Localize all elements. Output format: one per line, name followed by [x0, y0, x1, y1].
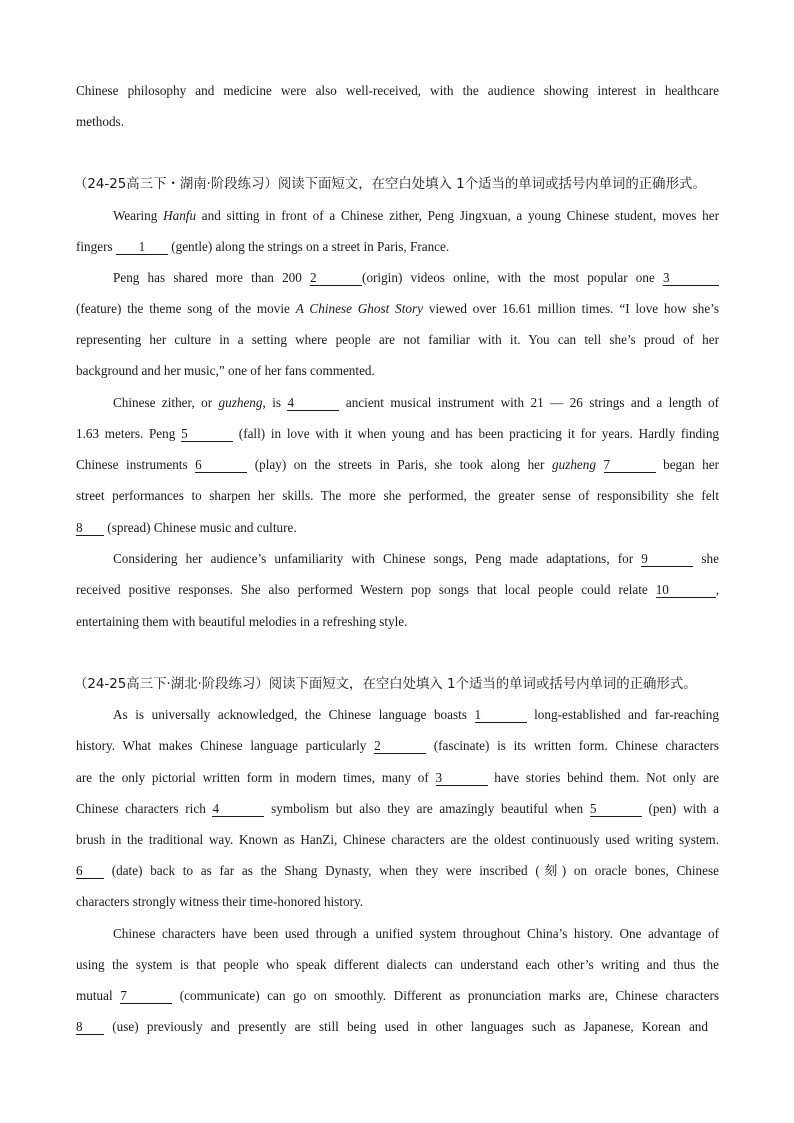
passage2-header: （24-25高三下·湖北·阶段练习）阅读下面短文，在空白处填入 1个适当的单词或括号内单词的正确形式。 [74, 677, 697, 692]
blank-2-5[interactable]: 5 [590, 801, 642, 817]
p1-para1-line2: fingers 1 (gentle) along the strings on a street in Paris, France. [76, 239, 450, 254]
blank-2-1[interactable]: 1 [475, 707, 527, 723]
blank-5[interactable]: 5 [181, 426, 233, 442]
p2-para1-line1: As is universally acknowledged, the Chinese language boasts 1 long-established and far-reaching [113, 707, 719, 722]
p1-para2-line4: background and her music,” one of her fans commented. [76, 363, 375, 378]
p1-para3-line1: Chinese zither, or guzheng, is 4 ancient musical instrument with 21 — 26 strings and a length of [113, 395, 719, 410]
p2-para1-line2: history. What makes Chinese language particularly 2 (fascinate) is its written form. Chinese characters [76, 738, 719, 753]
blank-3[interactable]: 3 [663, 270, 719, 286]
blank-8[interactable]: 8 [76, 520, 104, 536]
blank-1[interactable]: 1 [116, 239, 168, 255]
p2-para2-line1: Chinese characters have been used through a unified system throughout China’s history. One advantage of [113, 926, 719, 941]
p1-para3-line3: Chinese instruments 6 (play) on the streets in Paris, she took along her guzheng 7 began her [76, 457, 720, 472]
p1-para2-line3: representing her culture in a setting where people are not familiar with it. You can tell she’s proud of her [76, 332, 719, 347]
blank-2-3[interactable]: 3 [436, 770, 488, 786]
intro-line-1: Chinese philosophy and medicine were also well-received, with the audience showing interest in healthcare [76, 83, 719, 98]
p2-para1-line6: 6 (date) back to as far as the Shang Dynasty, when they were inscribed (刻) on oracle bones, Chinese [76, 863, 719, 878]
blank-7[interactable]: 7 [604, 457, 656, 473]
blank-2-2[interactable]: 2 [374, 738, 426, 754]
blank-9[interactable]: 9 [641, 551, 693, 567]
p1-para1-line1: Wearing Hanfu and sitting in front of a Chinese zither, Peng Jingxuan, a young Chinese student, moves her [113, 208, 720, 223]
blank-2[interactable]: 2 [310, 270, 362, 286]
blank-2-7[interactable]: 7 [120, 988, 172, 1004]
blank-2-6[interactable]: 6 [76, 863, 104, 879]
p2-para1-line4: Chinese characters rich 4 symbolism but also they are amazingly beautiful when 5 (pen) with a [76, 801, 719, 816]
blank-4[interactable]: 4 [287, 395, 339, 411]
p1-para3-line4: street performances to sharpen her skills. The more she performed, the greater sense of responsibility she felt [76, 488, 719, 503]
p1-para4-line1: Considering her audience’s unfamiliarity with Chinese songs, Peng made adaptations, for 9 she [113, 551, 719, 566]
p1-para2-line2: (feature) the theme song of the movie A Chinese Ghost Story viewed over 16.61 million times. “I love how she’s [76, 301, 719, 316]
passage1-header: （24-25高三下・湖南·阶段练习）阅读下面短文，在空白处填入 1个适当的单词或括号内单词的正确形式。 [74, 177, 706, 192]
p2-para2-line3: mutual 7 (communicate) can go on smoothly. Different as pronunciation marks are, Chinese characters [76, 988, 719, 1003]
p1-para4-line2: received positive responses. She also performed Western pop songs that local people could relate 10 , [76, 582, 719, 597]
blank-2-8[interactable]: 8 [76, 1019, 104, 1035]
p2-para1-line7: characters strongly witness their time-honored history. [76, 894, 363, 909]
intro-line-2: methods. [76, 114, 124, 129]
p2-para2-line2: using the system is that people who speak different dialects can understand each other’s writing and thus the [76, 957, 719, 972]
p2-para2-line4: 8 (use) previously and presently are still being used in other languages such as Japanese, Korean and [76, 1019, 708, 1034]
p2-para1-line5: brush in the traditional way. Known as HanZi, Chinese characters are the oldest continuously used writing system. [76, 832, 719, 847]
p2-para1-line3: are the only pictorial written form in modern times, many of 3 have stories behind them. Not only are [76, 770, 719, 785]
blank-2-4[interactable]: 4 [212, 801, 264, 817]
blank-10[interactable]: 10 [656, 582, 716, 598]
p1-para3-line5: 8 (spread) Chinese music and culture. [76, 520, 297, 535]
p1-para3-line2: 1.63 meters. Peng 5 (fall) in love with it when young and has been practicing it for years. Hardly finding [76, 426, 720, 441]
p1-para2-line1: Peng has shared more than 200 2 (origin) videos online, with the most popular one 3 [76, 269, 719, 287]
blank-6[interactable]: 6 [195, 457, 247, 473]
p1-para4-line3: entertaining them with beautiful melodies in a refreshing style. [76, 614, 408, 629]
